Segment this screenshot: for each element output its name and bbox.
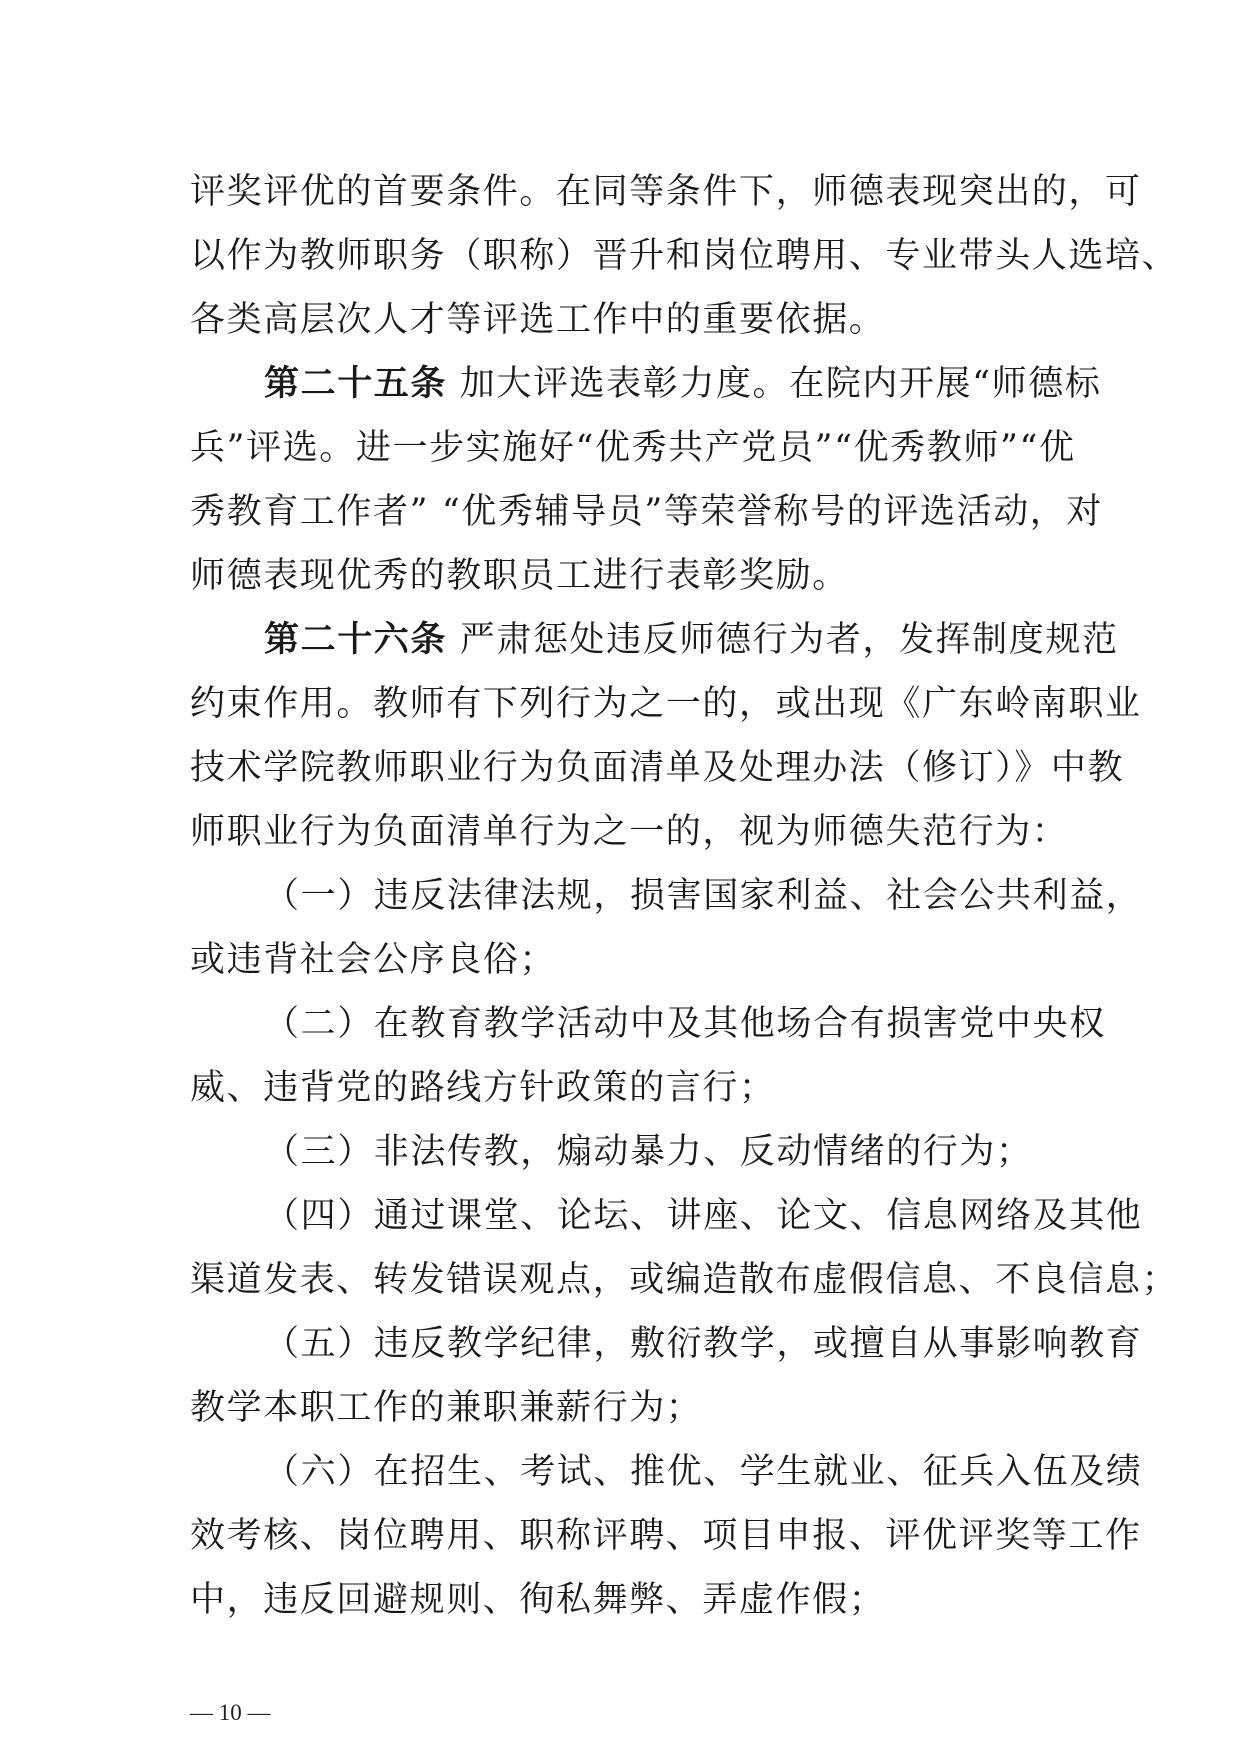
text-line: 渠道发表、转发错误观点，或编造散布虚假信息、不良信息； — [190, 1260, 1179, 1300]
text-line: 以作为教师职务（职称）晋升和岗位聘用、专业带头人选培、 — [190, 236, 1179, 276]
list-item-2: （二）在教育教学活动中及其他场合有损害党中央权 — [264, 1004, 1106, 1044]
text-line: 技术学院教师职业行为负面清单及处理办法（修订）》中教 — [190, 748, 1125, 788]
text-line: 评奖评优的首要条件。在同等条件下，师德表现突出的，可 — [190, 172, 1142, 212]
list-item-4: （四）通过课堂、论坛、讲座、论文、信息网络及其他 — [264, 1196, 1143, 1236]
list-item-3: （三）非法传教，煽动暴力、反动情绪的行为； — [264, 1132, 1033, 1172]
article-26-first-line — [190, 608, 1119, 672]
text-line: 各类高层次人才等评选工作中的重要依据。 — [190, 300, 886, 340]
text-line: 约束作用。教师有下列行为之一的，或出现《广东岭南职业 — [190, 684, 1142, 724]
body-text — [190, 160, 1179, 1632]
text-line: 威、违背党的路线方针政策的言行； — [190, 1068, 776, 1108]
text-line: 师德表现优秀的教职员工进行表彰奖励。 — [190, 556, 849, 596]
list-item-6: （六）在招生、考试、推优、学生就业、征兵入伍及绩 — [264, 1452, 1143, 1492]
text-line: 效考核、岗位聘用、职称评聘、项目申报、评优评奖等工作 — [190, 1516, 1142, 1556]
article-25-text: 加大评选表彰力度。在院内开展“师德标 — [447, 364, 1102, 404]
text-line: 师职业行为负面清单行为之一的，视为师德失范行为： — [190, 812, 1069, 852]
article-25-heading: 第二十五条 — [264, 363, 448, 404]
text-line: 兵”评选。进一步实施好“优秀共产党员”“优秀教师”“优 — [190, 428, 1076, 468]
article-26-heading: 第二十六条 — [264, 619, 448, 660]
list-item-1: （一）违反法律法规，损害国家利益、社会公共利益， — [264, 876, 1143, 916]
text-line: 或违背社会公序良俗； — [190, 940, 557, 980]
article-26-text: 严肃惩处违反师德行为者，发挥制度规范 — [447, 620, 1119, 660]
text-line: 教学本职工作的兼职兼薪行为； — [190, 1388, 703, 1428]
article-25-first-line — [190, 352, 1102, 416]
list-item-5: （五）违反教学纪律，敷衍教学，或擅自从事影响教育 — [264, 1324, 1143, 1364]
text-line: 秀教育工作者” “优秀辅导员”等荣誉称号的评选活动，对 — [190, 492, 1104, 532]
text-line: 中，违反回避规则、徇私舞弊、弄虚作假； — [190, 1580, 886, 1620]
page-number: — 10 — — [190, 1700, 271, 1725]
